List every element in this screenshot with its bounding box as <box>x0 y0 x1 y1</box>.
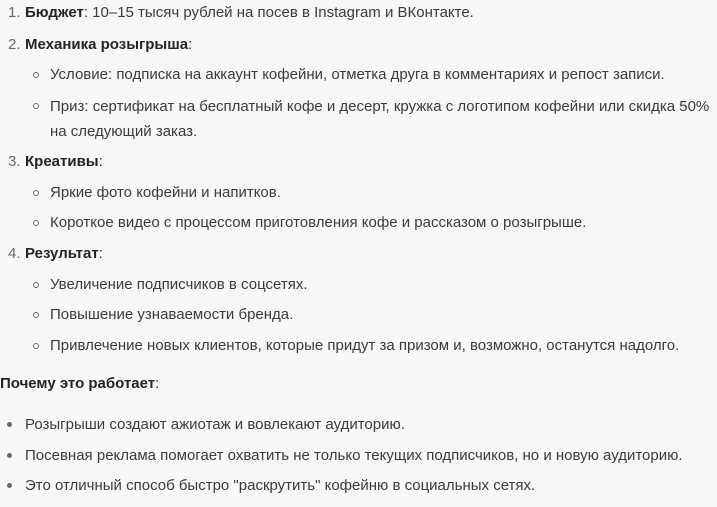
bullet-text: Посевная реклама помогает охватить не только текущих подписчиков, но и новую аудиторию. <box>25 447 683 464</box>
list-number: 1. <box>8 4 21 21</box>
section-colon: : <box>155 375 160 392</box>
item-text: : <box>98 153 103 170</box>
circle-bullet-icon <box>33 220 39 226</box>
item-title: Результат <box>25 245 99 262</box>
list-number: 2. <box>8 36 21 53</box>
item-title: Бюджет <box>25 4 84 21</box>
circle-bullet-icon <box>33 103 39 109</box>
sub-item-text: Повышение узнаваемости бренда. <box>50 306 294 323</box>
circle-bullet-icon <box>33 190 39 196</box>
bullet-text: Розыгрыши создают ажиотаж и вовлекают аудиторию. <box>25 416 405 433</box>
sub-item-text: Увеличение подписчиков в соцсетях. <box>50 276 308 293</box>
item-title: Креативы <box>25 153 99 170</box>
disc-bullet-icon <box>7 422 12 427</box>
disc-bullet-icon <box>7 453 12 458</box>
item-title: Механика розыгрыша <box>25 36 189 53</box>
sub-item-text: Привлечение новых клиентов, которые придут за призом и, возможно, останутся надолго. <box>50 337 680 354</box>
section-heading <box>0 374 159 394</box>
sub-item-text: Приз: сертификат на бесплатный кофе и десерт, кружка с логотипом кофейни или скидка 50% на следующий заказ. <box>50 98 710 140</box>
circle-bullet-icon <box>33 72 39 78</box>
list-number: 3. <box>8 153 21 170</box>
sub-item-text: Короткое видео с процессом приготовления кофе и рассказом о розыгрыше. <box>50 214 587 231</box>
list-number: 4. <box>8 245 21 262</box>
item-text: : <box>188 36 193 53</box>
circle-bullet-icon <box>33 343 39 349</box>
bullet-text: Это отличный способ быстро "раскрутить" кофейню в социальных сетях. <box>25 477 536 494</box>
item-text: : <box>98 245 103 262</box>
circle-bullet-icon <box>33 312 39 318</box>
item-text: : 10–15 тысяч рублей на посев в Instagram и ВКонтакте. <box>83 4 474 21</box>
circle-bullet-icon <box>33 282 39 288</box>
disc-bullet-icon <box>7 483 12 488</box>
sub-item-text: Условие: подписка на аккаунт кофейни, отметка друга в комментариях и репост записи. <box>50 66 665 83</box>
section-title: Почему это работает <box>0 375 156 392</box>
sub-item-text: Яркие фото кофейни и напитков. <box>50 184 281 201</box>
